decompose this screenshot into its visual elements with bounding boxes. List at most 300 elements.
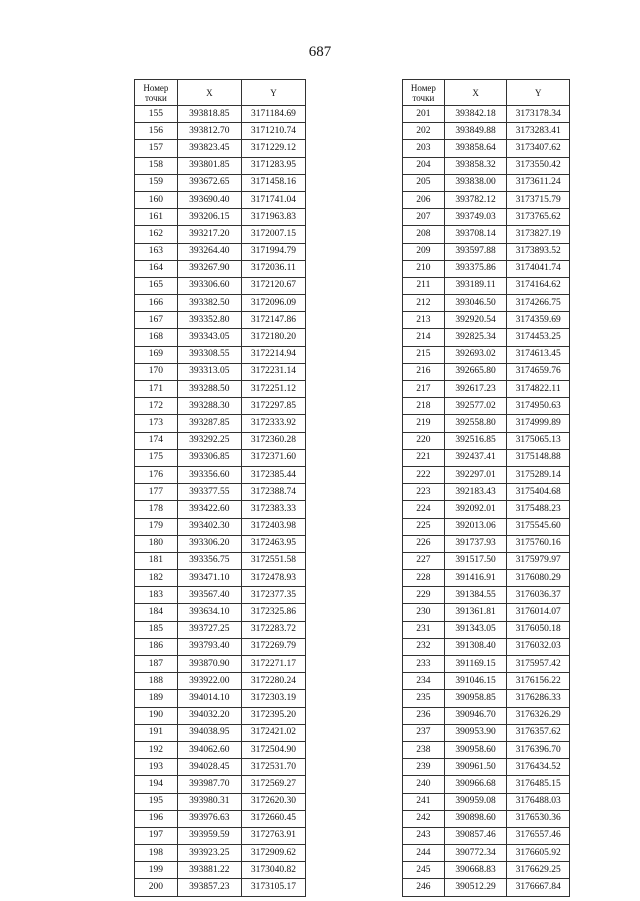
x-coordinate-cell: 392665.80 [444,363,507,380]
point-number-cell: 189 [135,690,178,707]
x-coordinate-cell: 391416.91 [444,570,507,587]
y-coordinate-cell: 3174359.69 [507,312,570,329]
y-coordinate-cell: 3172763.91 [241,827,305,844]
table-row [135,535,306,552]
table-row [135,466,306,483]
table-row [403,106,570,123]
x-header: X [177,80,241,106]
table-row [135,174,306,191]
x-coordinate-cell: 393801.85 [177,157,241,174]
x-coordinate-cell: 390668.83 [444,862,507,879]
point-number-cell: 158 [135,157,178,174]
x-coordinate-cell: 391343.05 [444,621,507,638]
y-coordinate-cell: 3172569.27 [241,776,305,793]
point-number-cell: 220 [403,432,445,449]
y-coordinate-cell: 3174041.74 [507,260,570,277]
table-row [135,638,306,655]
table-row [135,656,306,673]
y-coordinate-cell: 3176036.37 [507,587,570,604]
table-row [135,277,306,294]
table-row [135,707,306,724]
y-coordinate-cell: 3172007.15 [241,226,305,243]
x-coordinate-cell: 393672.65 [177,174,241,191]
table-row [135,570,306,587]
point-number-cell: 164 [135,260,178,277]
y-coordinate-cell: 3172463.95 [241,535,305,552]
point-number-cell: 180 [135,535,178,552]
table-row [403,449,570,466]
point-number-cell: 165 [135,277,178,294]
y-coordinate-cell: 3172280.24 [241,673,305,690]
y-coordinate-cell: 3172096.09 [241,295,305,312]
y-coordinate-cell: 3172388.74 [241,484,305,501]
y-coordinate-cell: 3176156.22 [507,673,570,690]
table-row [135,604,306,621]
y-coordinate-cell: 3174950.63 [507,398,570,415]
point-number-cell: 240 [403,776,445,793]
point-number-cell: 244 [403,845,445,862]
point-number-cell: 229 [403,587,445,604]
y-coordinate-cell: 3172271.17 [241,656,305,673]
table-row [135,449,306,466]
y-coordinate-cell: 3176629.25 [507,862,570,879]
table-row [403,329,570,346]
y-coordinate-cell: 3175488.23 [507,501,570,518]
table-row [403,312,570,329]
x-coordinate-cell: 393264.40 [177,243,241,260]
x-coordinate-cell: 393838.00 [444,174,507,191]
table-row [403,260,570,277]
table-row [403,862,570,879]
x-coordinate-cell: 393858.32 [444,157,507,174]
x-coordinate-cell: 393382.50 [177,295,241,312]
point-number-cell: 177 [135,484,178,501]
x-coordinate-cell: 392437.41 [444,449,507,466]
table-row [403,415,570,432]
table-row [403,759,570,776]
point-number-cell: 163 [135,243,178,260]
x-coordinate-cell: 390898.60 [444,810,507,827]
y-coordinate-cell: 3175979.97 [507,552,570,569]
table-row [135,157,306,174]
y-coordinate-cell: 3172036.11 [241,260,305,277]
table-row [403,157,570,174]
y-coordinate-cell: 3171210.74 [241,123,305,140]
table-row [135,123,306,140]
point-number-cell: 232 [403,638,445,655]
x-coordinate-cell: 392577.02 [444,398,507,415]
table-row [403,484,570,501]
y-coordinate-cell: 3176396.70 [507,741,570,758]
point-number-cell: 197 [135,827,178,844]
table-row [135,432,306,449]
x-coordinate-cell: 393402.30 [177,518,241,535]
table-header-row [403,80,570,106]
y-coordinate-cell: 3171229.12 [241,140,305,157]
table-row [135,810,306,827]
point-number-cell: 173 [135,415,178,432]
x-coordinate-cell: 393306.20 [177,535,241,552]
table-row [135,690,306,707]
point-number-cell: 172 [135,398,178,415]
table-row [135,329,306,346]
x-coordinate-cell: 393727.25 [177,621,241,638]
point-number-cell: 214 [403,329,445,346]
y-coordinate-cell: 3171458.16 [241,174,305,191]
point-number-cell: 209 [403,243,445,260]
point-number-cell: 184 [135,604,178,621]
x-coordinate-cell: 394062.60 [177,741,241,758]
x-coordinate-cell: 393046.50 [444,295,507,312]
y-header: Y [507,80,570,106]
table-row [135,209,306,226]
y-coordinate-cell: 3173178.34 [507,106,570,123]
x-coordinate-cell: 393292.25 [177,432,241,449]
point-number-cell: 239 [403,759,445,776]
y-coordinate-cell: 3175404.68 [507,484,570,501]
x-coordinate-cell: 393842.18 [444,106,507,123]
y-coordinate-cell: 3172297.85 [241,398,305,415]
point-number-cell: 235 [403,690,445,707]
x-coordinate-cell: 393959.59 [177,827,241,844]
point-number-cell: 245 [403,862,445,879]
point-number-cell: 233 [403,656,445,673]
point-number-cell: 199 [135,862,178,879]
point-number-cell: 226 [403,535,445,552]
x-coordinate-cell: 391308.40 [444,638,507,655]
table-row [135,793,306,810]
point-number-cell: 178 [135,501,178,518]
y-coordinate-cell: 3174613.45 [507,346,570,363]
table-row [403,381,570,398]
table-row [135,140,306,157]
table-row [403,570,570,587]
x-coordinate-cell: 390961.50 [444,759,507,776]
x-coordinate-cell: 394038.95 [177,724,241,741]
x-coordinate-cell: 392693.02 [444,346,507,363]
y-coordinate-cell: 3172478.93 [241,570,305,587]
point-number-cell: 176 [135,466,178,483]
point-number-cell: 238 [403,741,445,758]
point-number-cell: 207 [403,209,445,226]
x-coordinate-cell: 390958.85 [444,690,507,707]
x-coordinate-cell: 391384.55 [444,587,507,604]
table-row [135,398,306,415]
point-number-cell: 155 [135,106,178,123]
table-row [403,845,570,862]
x-header: X [444,80,507,106]
point-number-cell: 160 [135,191,178,208]
y-coordinate-cell: 3176080.29 [507,570,570,587]
table-row [403,535,570,552]
x-coordinate-cell: 393287.85 [177,415,241,432]
y-coordinate-cell: 3176050.18 [507,621,570,638]
table-row [403,724,570,741]
y-coordinate-cell: 3173611.24 [507,174,570,191]
y-coordinate-cell: 3172231.14 [241,363,305,380]
point-number-cell: 157 [135,140,178,157]
x-coordinate-cell: 392297.01 [444,466,507,483]
x-coordinate-cell: 390959.08 [444,793,507,810]
x-coordinate-cell: 391169.15 [444,656,507,673]
x-coordinate-cell: 393923.25 [177,845,241,862]
table-row [403,793,570,810]
y-coordinate-cell: 3172403.98 [241,518,305,535]
table-row [135,724,306,741]
x-coordinate-cell: 393267.90 [177,260,241,277]
x-coordinate-cell: 393308.55 [177,346,241,363]
point-number-cell: 169 [135,346,178,363]
x-coordinate-cell: 393567.40 [177,587,241,604]
table-row [403,587,570,604]
x-coordinate-cell: 393306.60 [177,277,241,294]
x-coordinate-cell: 390772.34 [444,845,507,862]
point-number-cell: 206 [403,191,445,208]
x-coordinate-cell: 392558.80 [444,415,507,432]
point-number-cell: 192 [135,741,178,758]
table-row [403,140,570,157]
table-row [135,415,306,432]
point-number-cell: 196 [135,810,178,827]
y-coordinate-cell: 3176530.36 [507,810,570,827]
y-coordinate-cell: 3176557.46 [507,827,570,844]
point-number-cell: 222 [403,466,445,483]
point-number-cell: 202 [403,123,445,140]
table-row [403,501,570,518]
table-row [403,621,570,638]
point-number-cell: 170 [135,363,178,380]
x-coordinate-cell: 392516.85 [444,432,507,449]
y-coordinate-cell: 3173040.82 [241,862,305,879]
x-coordinate-cell: 392617.23 [444,381,507,398]
table-row [403,123,570,140]
y-coordinate-cell: 3176488.03 [507,793,570,810]
y-coordinate-cell: 3172620.30 [241,793,305,810]
x-coordinate-cell: 393858.64 [444,140,507,157]
x-coordinate-cell: 393987.70 [177,776,241,793]
point-number-cell: 208 [403,226,445,243]
x-coordinate-cell: 393857.23 [177,879,241,896]
point-number-cell: 230 [403,604,445,621]
point-number-cell: 175 [135,449,178,466]
x-coordinate-cell: 391737.93 [444,535,507,552]
y-coordinate-cell: 3176286.33 [507,690,570,707]
table-row [135,759,306,776]
x-coordinate-cell: 393189.11 [444,277,507,294]
point-number-cell: 203 [403,140,445,157]
y-coordinate-cell: 3174453.25 [507,329,570,346]
x-coordinate-cell: 393708.14 [444,226,507,243]
x-coordinate-cell: 393217.20 [177,226,241,243]
table-row [403,363,570,380]
y-coordinate-cell: 3171184.69 [241,106,305,123]
point-number-cell: 181 [135,552,178,569]
table-row [403,690,570,707]
x-coordinate-cell: 393343.05 [177,329,241,346]
table-row [403,604,570,621]
table-row [135,827,306,844]
table-header-row [135,80,306,106]
point-number-cell: 236 [403,707,445,724]
y-coordinate-cell: 3173407.62 [507,140,570,157]
point-number-cell: 195 [135,793,178,810]
point-number-header: Номер точки [403,80,445,106]
point-number-cell: 218 [403,398,445,415]
table-row [403,295,570,312]
point-number-cell: 174 [135,432,178,449]
x-coordinate-cell: 393749.03 [444,209,507,226]
table-row [403,398,570,415]
table-row [403,518,570,535]
point-number-header: Номер точки [135,80,178,106]
y-coordinate-cell: 3173893.52 [507,243,570,260]
point-number-cell: 186 [135,638,178,655]
point-number-cell: 228 [403,570,445,587]
y-header: Y [241,80,305,106]
x-coordinate-cell: 393288.30 [177,398,241,415]
x-coordinate-cell: 393356.60 [177,466,241,483]
y-coordinate-cell: 3172325.86 [241,604,305,621]
y-coordinate-cell: 3173827.19 [507,226,570,243]
x-coordinate-cell: 393597.88 [444,243,507,260]
table-row [135,552,306,569]
y-coordinate-cell: 3174822.11 [507,381,570,398]
x-coordinate-cell: 393690.40 [177,191,241,208]
y-coordinate-cell: 3172531.70 [241,759,305,776]
point-number-cell: 225 [403,518,445,535]
table-row [135,106,306,123]
table-row [135,879,306,896]
x-coordinate-cell: 393377.55 [177,484,241,501]
y-coordinate-cell: 3172551.58 [241,552,305,569]
point-number-cell: 198 [135,845,178,862]
table-row [135,346,306,363]
point-number-cell: 227 [403,552,445,569]
table-row [403,226,570,243]
y-coordinate-cell: 3173283.41 [507,123,570,140]
point-number-cell: 166 [135,295,178,312]
table-row [135,484,306,501]
table-row [403,191,570,208]
table-row [403,827,570,844]
table-row [135,191,306,208]
table-row [403,673,570,690]
x-coordinate-cell: 390946.70 [444,707,507,724]
x-coordinate-cell: 393849.88 [444,123,507,140]
y-coordinate-cell: 3172504.90 [241,741,305,758]
y-coordinate-cell: 3172421.02 [241,724,305,741]
x-coordinate-cell: 392920.54 [444,312,507,329]
table-row [135,845,306,862]
point-number-cell: 159 [135,174,178,191]
x-coordinate-cell: 393782.12 [444,191,507,208]
y-coordinate-cell: 3172251.12 [241,381,305,398]
x-coordinate-cell: 392183.43 [444,484,507,501]
page-number: 687 [308,44,332,60]
point-number-cell: 213 [403,312,445,329]
x-coordinate-cell: 393288.50 [177,381,241,398]
y-coordinate-cell: 3173715.79 [507,191,570,208]
point-number-cell: 161 [135,209,178,226]
table-row [403,776,570,793]
point-number-cell: 204 [403,157,445,174]
point-number-cell: 167 [135,312,178,329]
point-number-cell: 224 [403,501,445,518]
y-coordinate-cell: 3173105.17 [241,879,305,896]
x-coordinate-cell: 391361.81 [444,604,507,621]
table-row [403,707,570,724]
point-number-cell: 216 [403,363,445,380]
point-number-cell: 211 [403,277,445,294]
y-coordinate-cell: 3171741.04 [241,191,305,208]
table-row [403,552,570,569]
y-coordinate-cell: 3172333.92 [241,415,305,432]
x-coordinate-cell: 393471.10 [177,570,241,587]
table-row [135,862,306,879]
x-coordinate-cell: 393352.80 [177,312,241,329]
x-coordinate-cell: 390857.46 [444,827,507,844]
point-number-cell: 205 [403,174,445,191]
table-row [135,243,306,260]
y-coordinate-cell: 3175957.42 [507,656,570,673]
x-coordinate-cell: 390512.29 [444,879,507,896]
coordinates-table-left [134,79,306,897]
point-number-cell: 231 [403,621,445,638]
y-coordinate-cell: 3174164.62 [507,277,570,294]
x-coordinate-cell: 392013.06 [444,518,507,535]
y-coordinate-cell: 3175148.88 [507,449,570,466]
x-coordinate-cell: 390958.60 [444,741,507,758]
y-coordinate-cell: 3171994.79 [241,243,305,260]
x-coordinate-cell: 393823.45 [177,140,241,157]
point-number-cell: 200 [135,879,178,896]
point-number-cell: 234 [403,673,445,690]
point-number-cell: 219 [403,415,445,432]
x-coordinate-cell: 393922.00 [177,673,241,690]
table-row [135,312,306,329]
point-number-cell: 185 [135,621,178,638]
point-number-cell: 194 [135,776,178,793]
y-coordinate-cell: 3171963.83 [241,209,305,226]
table-row [403,741,570,758]
y-coordinate-cell: 3175760.16 [507,535,570,552]
table-row [403,243,570,260]
table-row [403,277,570,294]
table-row [135,741,306,758]
point-number-cell: 179 [135,518,178,535]
y-coordinate-cell: 3172377.35 [241,587,305,604]
point-number-cell: 212 [403,295,445,312]
x-coordinate-cell: 393634.10 [177,604,241,621]
y-coordinate-cell: 3174659.76 [507,363,570,380]
point-number-cell: 223 [403,484,445,501]
x-coordinate-cell: 391517.50 [444,552,507,569]
x-coordinate-cell: 391046.15 [444,673,507,690]
x-coordinate-cell: 393976.63 [177,810,241,827]
x-coordinate-cell: 392092.01 [444,501,507,518]
y-coordinate-cell: 3172180.20 [241,329,305,346]
table-row [135,673,306,690]
y-coordinate-cell: 3172214.94 [241,346,305,363]
y-coordinate-cell: 3172660.45 [241,810,305,827]
y-coordinate-cell: 3175289.14 [507,466,570,483]
table-row [135,518,306,535]
table-row [135,381,306,398]
y-coordinate-cell: 3173550.42 [507,157,570,174]
y-coordinate-cell: 3176605.92 [507,845,570,862]
table-row [403,810,570,827]
table-row [403,174,570,191]
